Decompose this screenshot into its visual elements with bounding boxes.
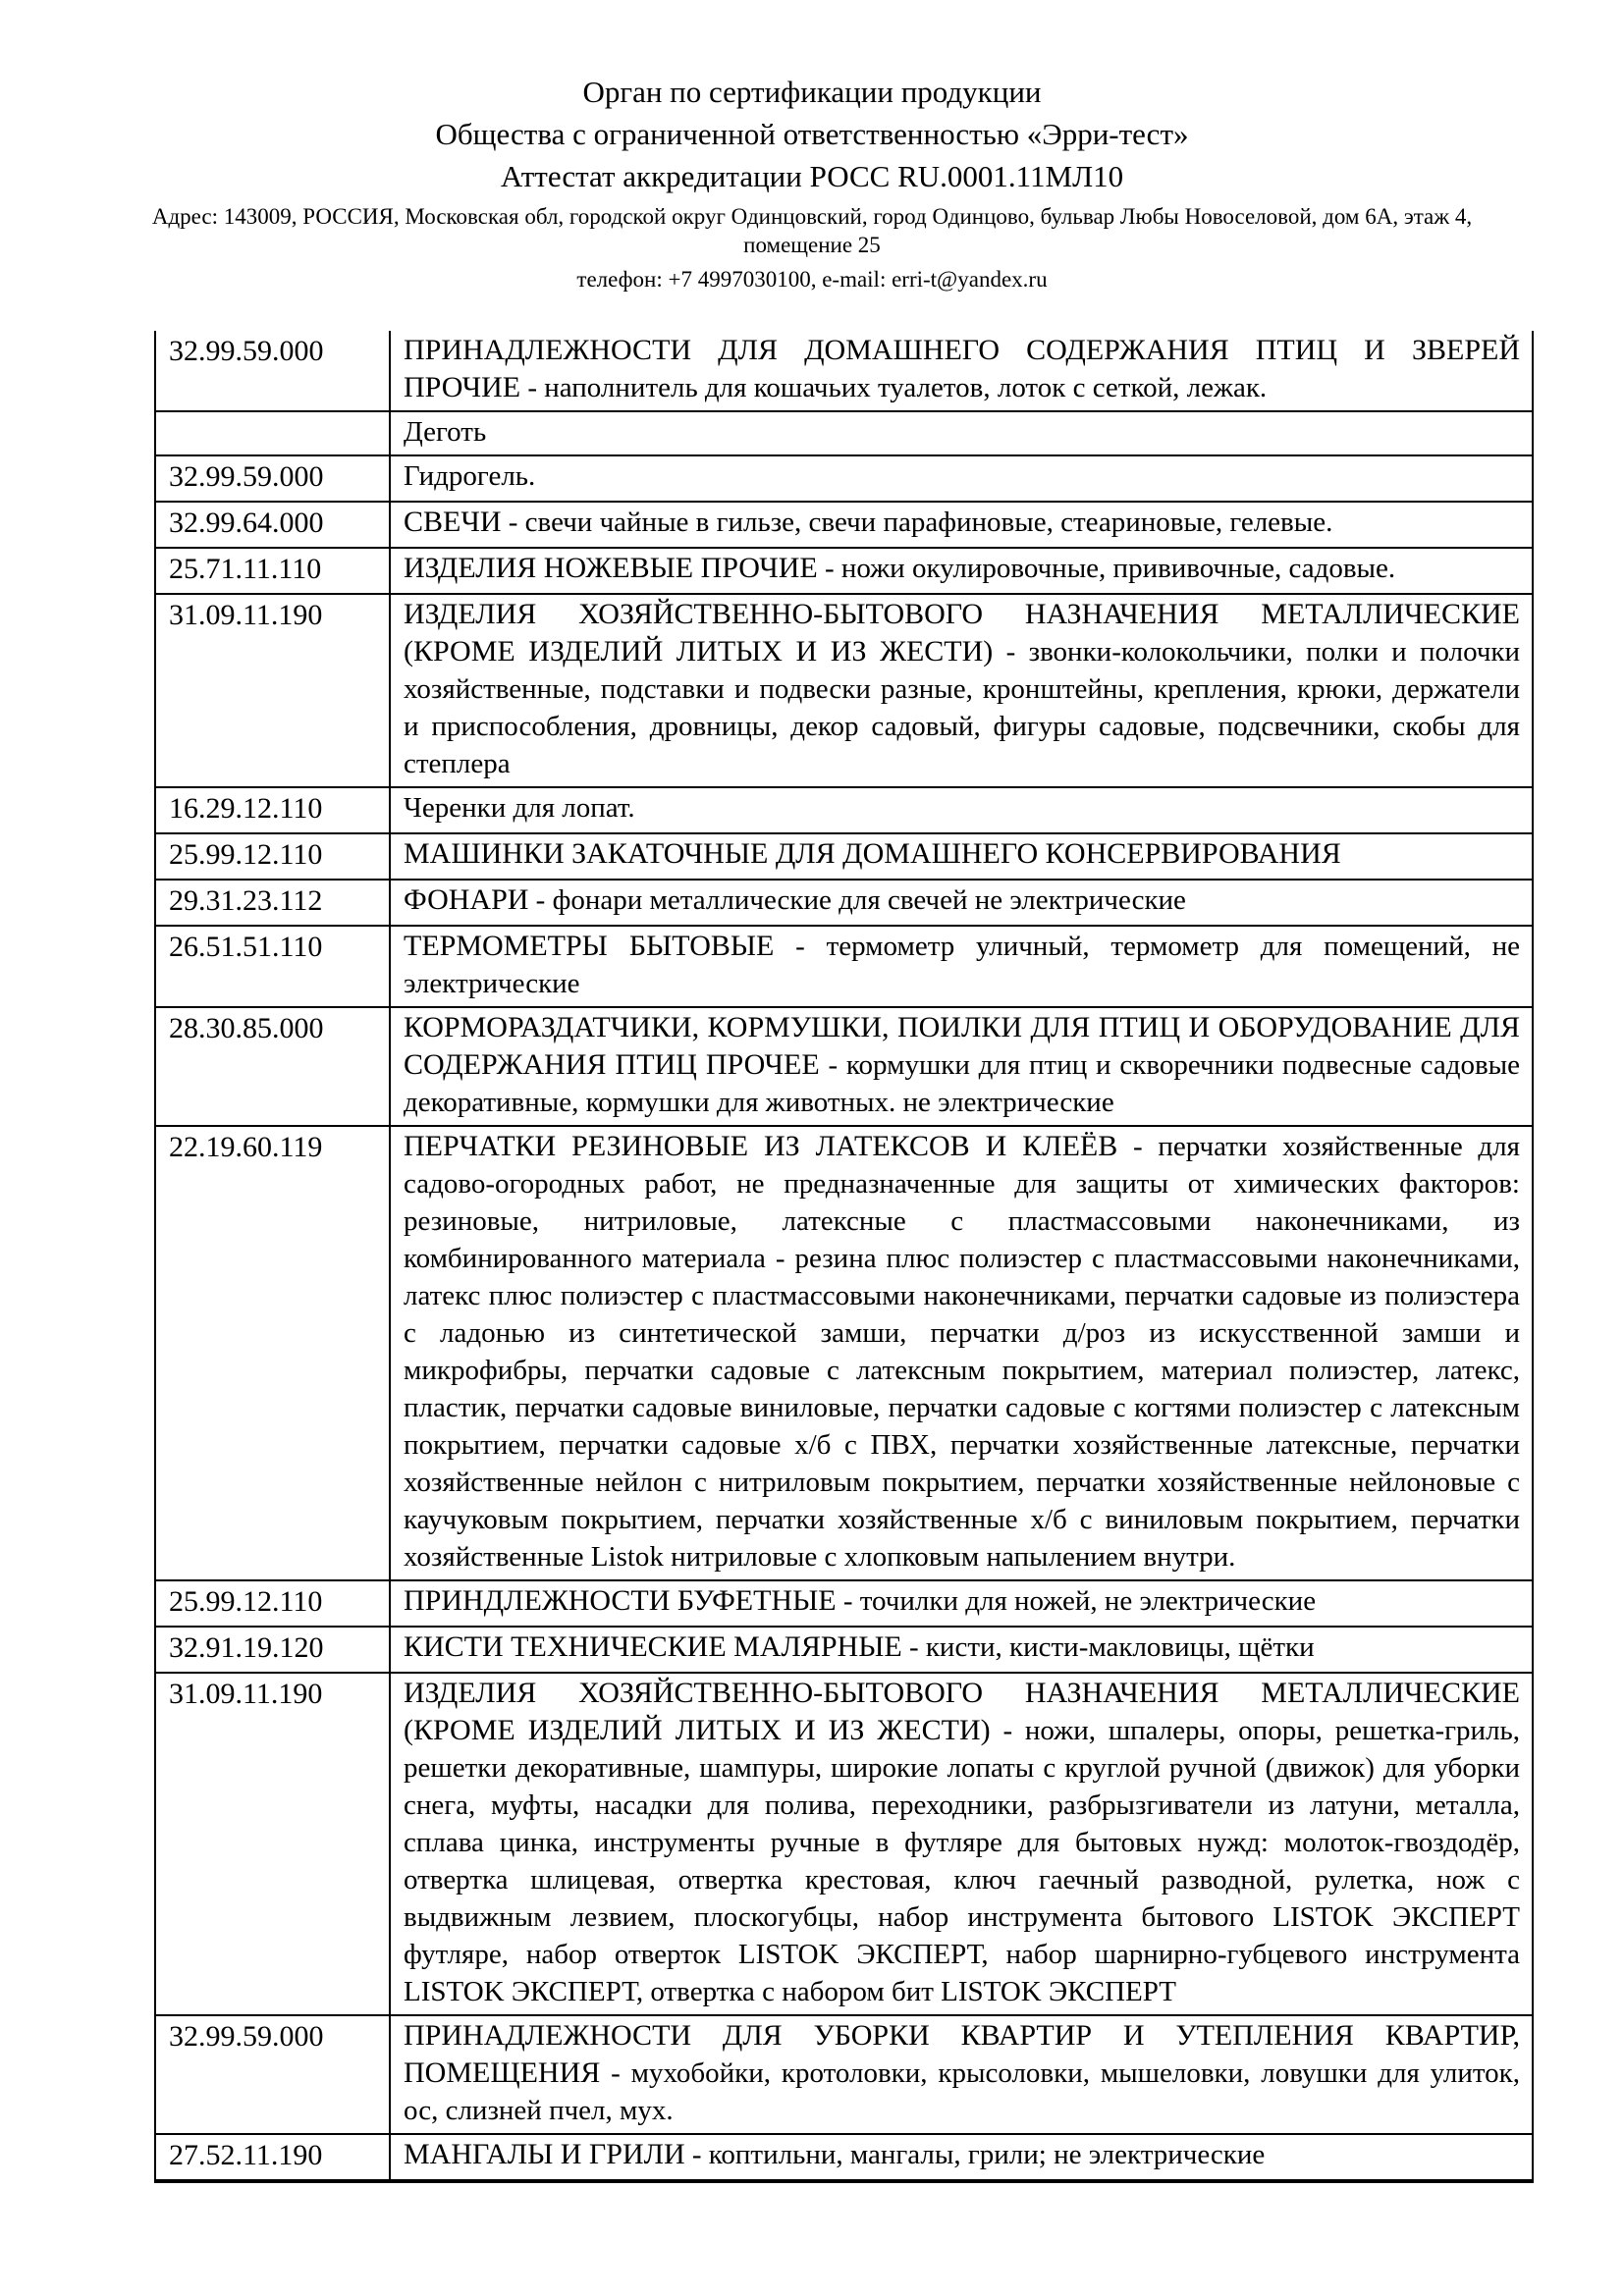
table-row [155, 411, 1533, 455]
product-items: - точилки для ножей, не электрические [842, 1585, 1317, 1617]
table-row [155, 1126, 1533, 1580]
products-table-body [155, 331, 1533, 2181]
product-code-cell [155, 880, 390, 926]
product-description-cell [390, 594, 1533, 787]
header-accreditation-line: Аттестат аккредитации РОСС RU.0001.11МЛ10 [500, 159, 1124, 193]
product-code-cell [155, 1580, 390, 1627]
product-description-cell [390, 2015, 1533, 2134]
product-code-cell [155, 455, 390, 502]
product-items: - перчатки хозяйственные для садово-огородных работ, не предназначенные для защиты от химических факторов: резиновые, нитриловые, латексные с пластмассовыми наконечниками, из комбинированного материала - резина плюс полиэстер с пластмассовыми наконечниками, латекс плюс полиэстер с пластмассовыми наконечниками, перчатки садовые из полиэстера с ладонью из синтетической замши, перчатки д/роз из искусственной замши и микрофибры, перчатки садовые с латексным покрытием, материал полиэстер, латекс, пластик, перчатки садовые виниловые, перчатки садовые с когтями полиэстер с латексным покрытием, перчатки садовые х/б с ПВХ, перчатки хозяйственные латексные, перчатки хозяйственные нейлон с нитриловым покрытием, перчатки хозяйственные нейлоновые с каучуковым покрытием, перчатки хозяйственные х/б с виниловым покрытием, перчатки хозяйственные Listok нитриловые с хлопковым напылением внутри. [404, 1131, 1520, 1573]
product-description-cell [390, 548, 1533, 594]
product-items: Гидрогель. [404, 460, 536, 492]
product-code: 28.30.85.000 [169, 1012, 324, 1044]
product-items: - кормушки для птиц и скворечники подвесные садовые декоративные, кормушки для животных. не электрические [404, 1049, 1520, 1118]
product-items: - свечи чайные в гильзе, свечи парафиновые, стеариновые, гелевые. [508, 507, 1333, 538]
product-code: 32.99.59.000 [169, 335, 324, 367]
product-items: - ножи окулировочные, прививочные, садовые. [824, 553, 1396, 584]
product-description-cell [390, 880, 1533, 926]
product-code: 32.99.64.000 [169, 507, 324, 539]
product-items: Черенки для лопат. [404, 792, 635, 824]
table-row [155, 331, 1533, 411]
product-code: 32.99.59.000 [169, 460, 324, 493]
product-items: - коптильни, мангалы, грили; не электрические [691, 2139, 1266, 2170]
header-contacts: телефон: +7 4997030100, e-mail: erri-t@yandex.ru [576, 267, 1048, 292]
product-code: 31.09.11.190 [169, 599, 323, 631]
table-row [155, 594, 1533, 787]
product-description-cell [390, 502, 1533, 548]
product-code-cell [155, 1673, 390, 2015]
product-category: МАШИНКИ ЗАКАТОЧНЫЕ ДЛЯ ДОМАШНЕГО КОНСЕРВИРОВАНИЯ [404, 837, 1341, 870]
product-code-cell [155, 548, 390, 594]
product-description-cell [390, 787, 1533, 833]
product-description-cell [390, 1007, 1533, 1126]
product-code: 25.71.11.110 [169, 553, 322, 585]
product-category: ИЗДЕЛИЯ ХОЗЯЙСТВЕННО-БЫТОВОГО НАЗНАЧЕНИЯ МЕТАЛЛИЧЕСКИЕ (КРОМЕ ИЗДЕЛИЙ ЛИТЫХ И ИЗ ЖЕСТИ) [404, 598, 1520, 667]
product-category: ПРИНАДЛЕЖНОСТИ ДЛЯ ДОМАШНЕГО СОДЕРЖАНИЯ ПТИЦ И ЗВЕРЕЙ ПРОЧИЕ [404, 334, 1520, 403]
product-category: ФОНАРИ [404, 883, 529, 916]
product-category: ИЗДЕЛИЯ НОЖЕВЫЕ ПРОЧИЕ [404, 552, 818, 584]
header-org-line2: Общества с ограниченной ответственностью «Эрри-тест» [435, 117, 1189, 151]
product-code-cell [155, 411, 390, 455]
product-items: - кисти, кисти-макловицы, щётки [908, 1631, 1315, 1663]
table-row [155, 926, 1533, 1007]
product-code: 22.19.60.119 [169, 1131, 323, 1163]
product-items: - термометр уличный, термометр для помещений, не электрические [404, 931, 1521, 999]
product-code: 25.99.12.110 [169, 838, 323, 871]
product-category: ПРИНДЛЕЖНОСТИ БУФЕТНЫЕ [404, 1584, 837, 1617]
product-category: ИЗДЕЛИЯ ХОЗЯЙСТВЕННО-БЫТОВОГО НАЗНАЧЕНИЯ МЕТАЛЛИЧЕСКИЕ (КРОМЕ ИЗДЕЛИЙ ЛИТЫХ И ИЗ ЖЕСТИ) [404, 1677, 1520, 1746]
product-code: 16.29.12.110 [169, 792, 323, 825]
product-code-cell [155, 926, 390, 1007]
product-category: СВЕЧИ [404, 506, 502, 538]
product-code: 32.99.59.000 [169, 2020, 324, 2053]
product-description-cell [390, 1126, 1533, 1580]
product-code: 29.31.23.112 [169, 884, 323, 917]
table-row [155, 1673, 1533, 2015]
product-code-cell [155, 2134, 390, 2181]
table-row [155, 2134, 1533, 2181]
product-code-cell [155, 1126, 390, 1580]
product-code-cell [155, 833, 390, 880]
table-row [155, 1007, 1533, 1126]
product-code-cell [155, 594, 390, 787]
product-description-cell [390, 2134, 1533, 2181]
table-row [155, 455, 1533, 502]
product-description-cell [390, 1580, 1533, 1627]
product-code-cell [155, 1627, 390, 1673]
product-code-cell [155, 787, 390, 833]
product-code-cell [155, 331, 390, 411]
product-items: - звонки-колокольчики, полки и полочки хозяйственные, подставки и подвески разные, кронштейны, крепления, крюки, держатели и приспособления, дровницы, декор садовый, фигуры садовые, подсвечники, скобы для степлера [404, 636, 1521, 779]
table-row [155, 1627, 1533, 1673]
header-org-line1: Орган по сертификации продукции [582, 75, 1042, 109]
product-category: ПРИНАДЛЕЖНОСТИ ДЛЯ УБОРКИ КВАРТИР И УТЕПЛЕНИЯ КВАРТИР, ПОМЕЩЕНИЯ [404, 2019, 1520, 2089]
product-code-cell [155, 2015, 390, 2134]
product-code-cell [155, 1007, 390, 1126]
product-description-cell [390, 1627, 1533, 1673]
product-description-cell [390, 926, 1533, 1007]
table-row [155, 548, 1533, 594]
product-items: Деготь [404, 416, 487, 448]
product-category: ТЕРМОМЕТРЫ БЫТОВЫЕ [404, 930, 775, 962]
document-header [0, 0, 1624, 294]
product-items: - фонари металлические для свечей не электрические [535, 884, 1186, 916]
product-code: 32.91.19.120 [169, 1631, 324, 1664]
product-description-cell [390, 455, 1533, 502]
product-category: МАНГАЛЫ И ГРИЛИ [404, 2138, 685, 2170]
products-table [154, 331, 1534, 2183]
product-description-cell [390, 1673, 1533, 2015]
product-description-cell [390, 331, 1533, 411]
table-row [155, 787, 1533, 833]
table-row [155, 833, 1533, 880]
product-code: 27.52.11.190 [169, 2139, 323, 2171]
product-code: 31.09.11.190 [169, 1678, 323, 1710]
product-description-cell [390, 411, 1533, 455]
product-code: 25.99.12.110 [169, 1585, 323, 1618]
product-category: КИСТИ ТЕХНИЧЕСКИЕ МАЛЯРНЫЕ [404, 1630, 902, 1663]
table-row [155, 2015, 1533, 2134]
product-items: - мухобойки, кротоловки, крысоловки, мышеловки, ловушки для улиток, ос, слизней пчел, мух. [404, 2057, 1520, 2126]
table-row [155, 502, 1533, 548]
product-code: 26.51.51.110 [169, 931, 323, 963]
table-row [155, 880, 1533, 926]
product-items: - наполнитель для кошачьих туалетов, лоток с сеткой, лежак. [527, 372, 1268, 403]
header-address: Адрес: 143009, РОССИЯ, Московская обл, городской округ Одинцовский, город Одинцово, бульвар Любы Новоселовой, дом 6А, этаж 4, помещение 25 [151, 204, 1473, 257]
product-description-cell [390, 833, 1533, 880]
table-row [155, 1580, 1533, 1627]
product-category: КОРМОРАЗДАТЧИКИ, КОРМУШКИ, ПОИЛКИ ДЛЯ ПТИЦ И ОБОРУДОВАНИЕ ДЛЯ СОДЕРЖАНИЯ ПТИЦ ПРОЧЕЕ [404, 1011, 1520, 1081]
product-category: ПЕРЧАТКИ РЕЗИНОВЫЕ ИЗ ЛАТЕКСОВ И КЛЕЁВ [404, 1130, 1118, 1162]
product-items: - ножи, шпалеры, опоры, решетка-гриль, решетки декоративные, шампуры, широкие лопаты с круглой ручной (движок) для уборки снега, муфты, насадки для полива, переходники, разбрызгиватели из латуни, металла, сплава цинка, инструменты ручные в футляре для бытовых нужд: молоток-гвоздодёр, отвертка шлицевая, отвертка крестовая, ключ гаечный разводной, рулетка, нож с выдвижным лезвием, плоскогубцы, набор инструмента бытового LISTOK ЭКСПЕРТ футляре, набор отверток LISTOK ЭКСПЕРТ, набор шарнирно-губцевого инструмента LISTOK ЭКСПЕРТ, отвертка с набором бит LISTOK ЭКСПЕРТ [404, 1715, 1521, 2007]
product-code-cell [155, 502, 390, 548]
